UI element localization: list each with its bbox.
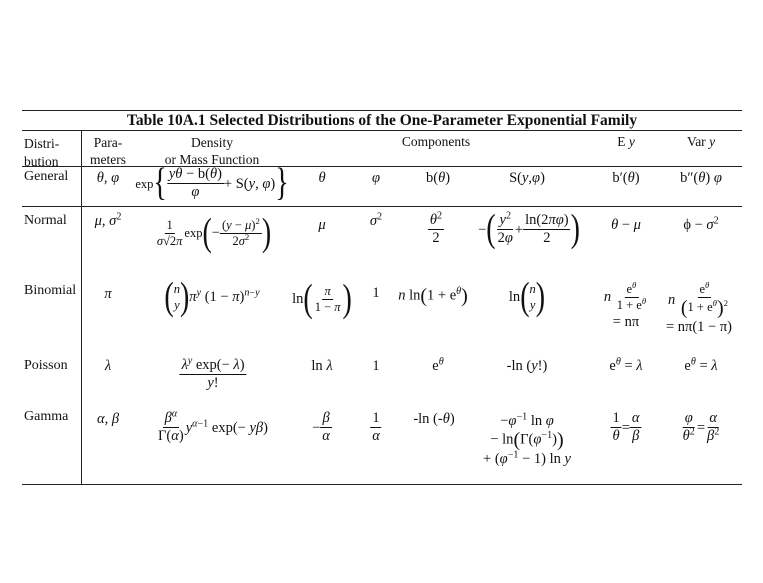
row-label-poisson: Poisson [24, 358, 68, 373]
poisson-s: -ln (y!) [506, 358, 548, 374]
general-density: exp{ $\frac{y\theta - b(\theta)}{\varphi}$ + S(y, φ)} [135, 161, 289, 205]
general-theta: θ [318, 170, 326, 186]
header-vary: Var y [686, 134, 716, 149]
general-vary: b″(θ) φ [680, 170, 722, 186]
normal-ey: θ − μ [611, 217, 641, 233]
poisson-phi: 1 [372, 358, 380, 374]
binomial-density: ( n y )$\pi^y$ $(1 - \pi)^{n-y}$ [164, 275, 260, 319]
binomial-params: π [104, 286, 112, 302]
rule-bottom [22, 484, 742, 485]
normal-phi: $\sigma^2$ [369, 211, 383, 229]
poisson-density: $\frac{\lambda^y \exp(- \lambda)}{y!}$ [181, 355, 245, 392]
row-label-binomial: Binomial [24, 283, 77, 298]
normal-s: −( $\frac{y^2}{2\varphi}$ + $\frac{\ln(2\pi\varphi)}{2}$ ) [478, 207, 580, 251]
binomial-s: ln( n y ) [508, 275, 546, 319]
rule-vertical [81, 130, 82, 485]
binomial-b: n $\ln(1 + e^\theta)$ [398, 285, 468, 307]
poisson-vary: $e^\theta = \lambda$ [684, 356, 718, 374]
poisson-ey: $e^\theta = \lambda$ [609, 356, 643, 374]
gamma-vary: $\frac{\varphi}{\theta^2}$ = $\frac{\alpha}{\beta^2}$ [682, 410, 720, 445]
general-b: b(θ) [425, 170, 451, 186]
general-params: θ, φ [96, 170, 120, 186]
gamma-params: α, β [96, 411, 120, 427]
rule-general-bottom [22, 206, 742, 207]
poisson-theta: ln λ [311, 358, 333, 374]
poisson-b: $e^\theta$ [432, 356, 444, 374]
binomial-theta: ln( $\frac{\pi}{1 - \pi}$ ) [292, 277, 352, 321]
gamma-ey: $\frac{1}{\theta}$ = $\frac{\alpha}{\beta}$ [612, 410, 640, 445]
binomial-vary: n $\frac{e^\theta}{(1 + e^\theta)^2}$ = nπ(1 − π) [665, 280, 733, 335]
general-s: S(y,φ) [509, 170, 545, 186]
gamma-density: $\frac{\beta^\alpha}{\Gamma(\alpha)}$ $y^{\alpha-1}$ exp(− yβ) [158, 408, 268, 445]
row-label-general: General [24, 169, 69, 184]
normal-vary: $\phi - \sigma^2$ [683, 215, 719, 233]
general-phi: φ [371, 170, 381, 186]
binomial-phi: 1 [372, 285, 380, 301]
rule-header-bottom [22, 166, 742, 167]
gamma-b: -ln (-θ) [413, 411, 455, 427]
rule-top [22, 110, 742, 111]
normal-b: $\frac{\theta^2}{2}$ [429, 210, 443, 247]
gamma-phi: $\frac{1}{\alpha}$ [372, 410, 380, 445]
gamma-theta: − $\frac{\beta}{\alpha}$ [312, 410, 330, 445]
header-density: Density or Mass Function [164, 135, 260, 167]
header-distribution: Distri- bution [24, 136, 60, 170]
binomial-ey: n $\frac{e^\theta}{1 + e^\theta}$ = nπ [603, 280, 647, 330]
header-components: Components [401, 134, 471, 149]
rule-title-bottom [22, 130, 742, 131]
gamma-s: $-\varphi^{-1}$ ln φ − $\ln(\Gamma(\varphi^{-1}))$ + $(\varphi^{-1} - 1)$ ln y [483, 411, 571, 468]
row-label-normal: Normal [24, 213, 67, 228]
normal-density: $\frac{1}{\sigma√2\pi}$ exp(− $\frac{(y - \mu)^2}{2\sigma^2}$ ) [156, 211, 272, 255]
general-ey: b′(θ) [612, 170, 640, 186]
normal-params: μ, $\sigma^2$ [94, 211, 122, 229]
table-title: Table 10A.1 Selected Distributions of the One-Parameter Exponential Family [126, 112, 638, 129]
poisson-params: λ [104, 358, 112, 374]
row-label-gamma: Gamma [24, 409, 69, 424]
normal-theta: μ [318, 217, 326, 233]
header-parameters: Para- meters [90, 135, 126, 167]
header-ey: E y [617, 134, 635, 149]
